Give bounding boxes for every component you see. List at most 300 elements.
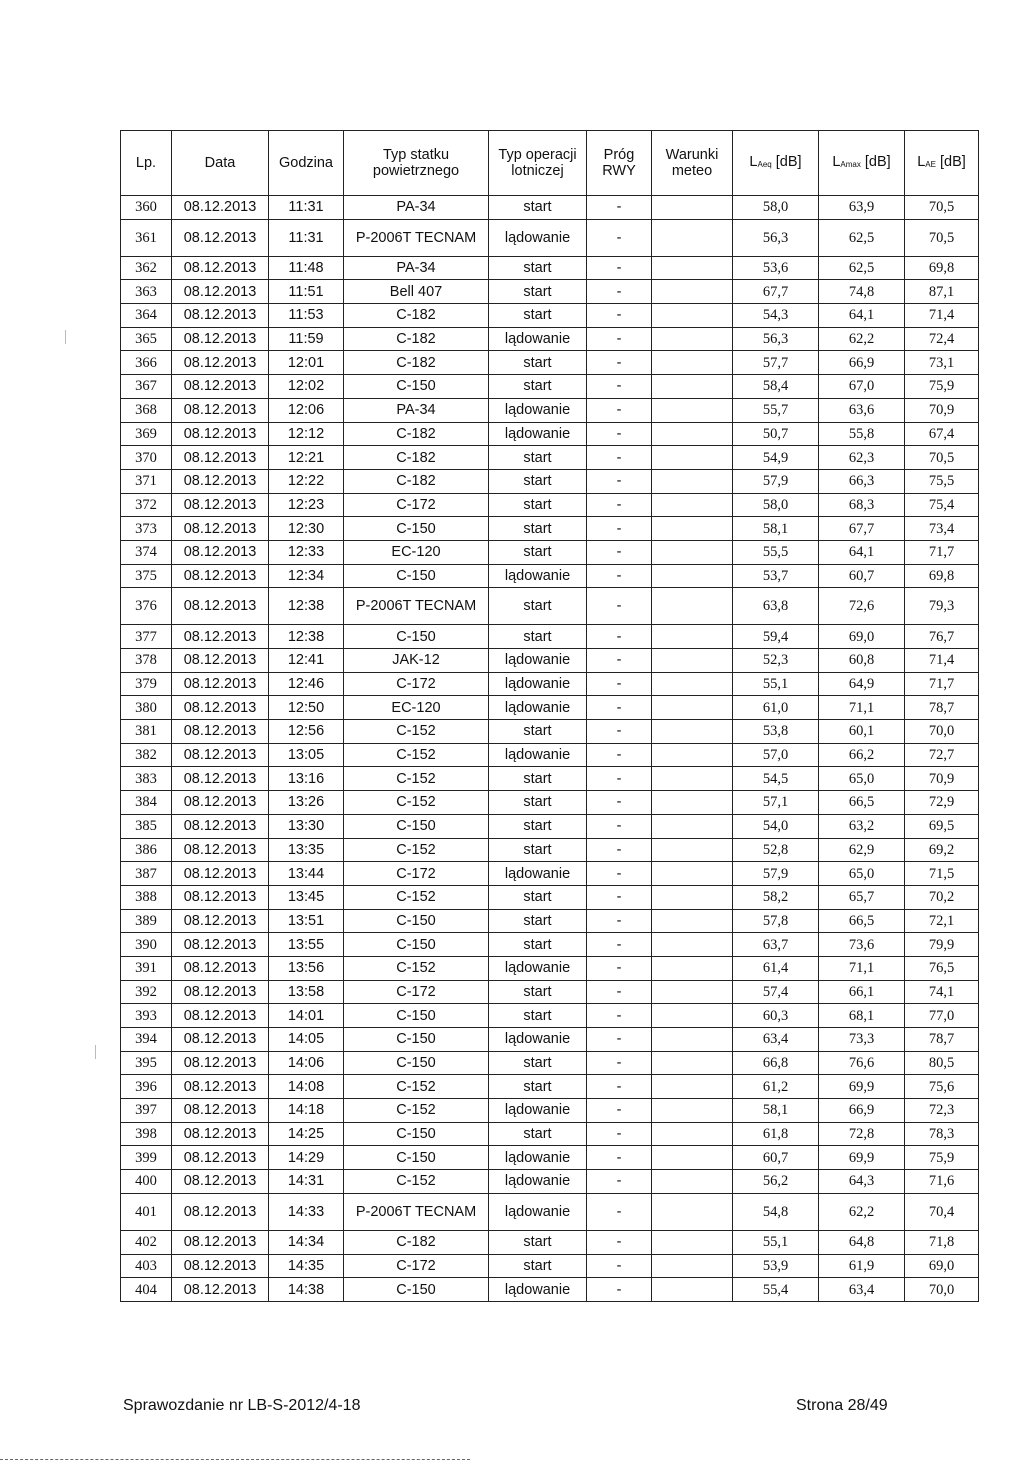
cell-runway-threshold: - <box>587 564 652 588</box>
cell-runway-threshold: - <box>587 1278 652 1302</box>
cell-lae: 69,8 <box>905 256 979 280</box>
header-weather: Warunki meteo <box>652 131 733 196</box>
table-row <box>121 280 979 304</box>
cell-lamax: 66,1 <box>819 980 905 1004</box>
cell-lae: 75,9 <box>905 1146 979 1170</box>
cell-aircraft-type: C-152 <box>344 720 489 744</box>
table-row <box>121 838 979 862</box>
cell-lamax: 62,3 <box>819 446 905 470</box>
cell-weather <box>652 767 733 791</box>
cell-aircraft-type: C-152 <box>344 1170 489 1194</box>
cell-operation-type: lądowanie <box>489 1028 587 1052</box>
cell-aircraft-type: C-150 <box>344 1122 489 1146</box>
cell-lae: 76,7 <box>905 625 979 649</box>
cell-aircraft-type: C-150 <box>344 564 489 588</box>
cell-time: 12:12 <box>269 422 344 446</box>
table-row <box>121 1122 979 1146</box>
cell-lamax: 62,2 <box>819 1193 905 1230</box>
cell-time: 12:23 <box>269 493 344 517</box>
header-laeq-unit: [dB] <box>771 153 802 170</box>
cell-laeq: 58,1 <box>733 1099 819 1123</box>
cell-operation-type: start <box>489 493 587 517</box>
cell-lae: 78,7 <box>905 696 979 720</box>
cell-runway-threshold: - <box>587 327 652 351</box>
header-runway-threshold: Próg RWY <box>587 131 652 196</box>
cell-weather <box>652 540 733 564</box>
cell-lp: 388 <box>121 885 172 909</box>
header-lae-sub: AE <box>925 159 936 169</box>
cell-operation-type: lądowanie <box>489 956 587 980</box>
cell-weather <box>652 517 733 541</box>
cell-laeq: 55,5 <box>733 540 819 564</box>
cell-date: 08.12.2013 <box>172 1075 269 1099</box>
cell-aircraft-type: P-2006T TECNAM <box>344 588 489 625</box>
table-row <box>121 909 979 933</box>
cell-lae: 78,3 <box>905 1122 979 1146</box>
cell-time: 12:38 <box>269 588 344 625</box>
cell-time: 14:33 <box>269 1193 344 1230</box>
cell-laeq: 57,9 <box>733 862 819 886</box>
cell-lae: 71,4 <box>905 304 979 328</box>
cell-weather <box>652 1230 733 1254</box>
cell-lamax: 65,7 <box>819 885 905 909</box>
cell-lp: 364 <box>121 304 172 328</box>
cell-lamax: 62,5 <box>819 219 905 256</box>
cell-lamax: 73,3 <box>819 1028 905 1052</box>
cell-laeq: 61,8 <box>733 1122 819 1146</box>
cell-laeq: 67,7 <box>733 280 819 304</box>
cell-date: 08.12.2013 <box>172 256 269 280</box>
cell-laeq: 60,3 <box>733 1004 819 1028</box>
table-row <box>121 1028 979 1052</box>
cell-laeq: 61,2 <box>733 1075 819 1099</box>
cell-laeq: 54,8 <box>733 1193 819 1230</box>
header-lae <box>905 131 979 196</box>
cell-date: 08.12.2013 <box>172 625 269 649</box>
cell-runway-threshold: - <box>587 1099 652 1123</box>
cell-runway-threshold: - <box>587 1004 652 1028</box>
cell-date: 08.12.2013 <box>172 422 269 446</box>
cell-lp: 384 <box>121 791 172 815</box>
cell-lamax: 64,8 <box>819 1230 905 1254</box>
cell-time: 13:35 <box>269 838 344 862</box>
cell-runway-threshold: - <box>587 1051 652 1075</box>
cell-operation-type: lądowanie <box>489 422 587 446</box>
cell-laeq: 63,7 <box>733 933 819 957</box>
table-row <box>121 1254 979 1278</box>
cell-date: 08.12.2013 <box>172 672 269 696</box>
cell-runway-threshold: - <box>587 1170 652 1194</box>
cell-runway-threshold: - <box>587 588 652 625</box>
cell-laeq: 54,9 <box>733 446 819 470</box>
cell-lamax: 69,0 <box>819 625 905 649</box>
cell-date: 08.12.2013 <box>172 564 269 588</box>
header-aircraft-type: Typ statku powietrznego <box>344 131 489 196</box>
cell-runway-threshold: - <box>587 196 652 220</box>
cell-lamax: 64,9 <box>819 672 905 696</box>
cell-lamax: 63,9 <box>819 196 905 220</box>
cell-lamax: 72,8 <box>819 1122 905 1146</box>
cell-operation-type: lądowanie <box>489 1146 587 1170</box>
table-row <box>121 862 979 886</box>
report-number: Sprawozdanie nr LB-S-2012/4-18 <box>123 1397 361 1414</box>
cell-lae: 75,6 <box>905 1075 979 1099</box>
cell-runway-threshold: - <box>587 304 652 328</box>
cell-laeq: 53,7 <box>733 564 819 588</box>
cell-time: 14:38 <box>269 1278 344 1302</box>
table-row <box>121 1099 979 1123</box>
cell-time: 14:35 <box>269 1254 344 1278</box>
cell-aircraft-type: P-2006T TECNAM <box>344 1193 489 1230</box>
cell-weather <box>652 304 733 328</box>
cell-runway-threshold: - <box>587 649 652 673</box>
cell-time: 13:26 <box>269 791 344 815</box>
table-row <box>121 1193 979 1230</box>
table-row <box>121 696 979 720</box>
cell-lae: 69,5 <box>905 814 979 838</box>
cell-aircraft-type: C-150 <box>344 933 489 957</box>
table-row <box>121 1230 979 1254</box>
cell-weather <box>652 743 733 767</box>
cell-lae: 71,7 <box>905 540 979 564</box>
table-row <box>121 1051 979 1075</box>
cell-aircraft-type: C-172 <box>344 1254 489 1278</box>
cell-date: 08.12.2013 <box>172 649 269 673</box>
cell-lamax: 67,0 <box>819 375 905 399</box>
cell-operation-type: start <box>489 1051 587 1075</box>
cell-date: 08.12.2013 <box>172 493 269 517</box>
header-operation-type: Typ operacji lotniczej <box>489 131 587 196</box>
cell-runway-threshold: - <box>587 767 652 791</box>
cell-date: 08.12.2013 <box>172 304 269 328</box>
table-row <box>121 1146 979 1170</box>
cell-weather <box>652 791 733 815</box>
cell-aircraft-type: Bell 407 <box>344 280 489 304</box>
table-row <box>121 791 979 815</box>
cell-lae: 72,3 <box>905 1099 979 1123</box>
cell-weather <box>652 625 733 649</box>
cell-operation-type: start <box>489 838 587 862</box>
cell-laeq: 54,3 <box>733 304 819 328</box>
cell-operation-type: start <box>489 256 587 280</box>
cell-lae: 79,3 <box>905 588 979 625</box>
cell-date: 08.12.2013 <box>172 862 269 886</box>
cell-lae: 72,7 <box>905 743 979 767</box>
cell-aircraft-type: C-152 <box>344 1075 489 1099</box>
scan-mark <box>95 1045 96 1059</box>
cell-weather <box>652 1075 733 1099</box>
cell-lae: 77,0 <box>905 1004 979 1028</box>
cell-lp: 396 <box>121 1075 172 1099</box>
cell-laeq: 61,4 <box>733 956 819 980</box>
cell-lp: 392 <box>121 980 172 1004</box>
cell-weather <box>652 1099 733 1123</box>
cell-date: 08.12.2013 <box>172 351 269 375</box>
cell-weather <box>652 1146 733 1170</box>
cell-lp: 360 <box>121 196 172 220</box>
cell-weather <box>652 1254 733 1278</box>
table-body <box>121 196 979 1302</box>
cell-operation-type: lądowanie <box>489 862 587 886</box>
cell-laeq: 57,8 <box>733 909 819 933</box>
cell-aircraft-type: C-150 <box>344 517 489 541</box>
cell-date: 08.12.2013 <box>172 588 269 625</box>
cell-operation-type: lądowanie <box>489 564 587 588</box>
cell-operation-type: start <box>489 540 587 564</box>
cell-lamax: 63,6 <box>819 398 905 422</box>
cell-runway-threshold: - <box>587 720 652 744</box>
cell-operation-type: start <box>489 469 587 493</box>
cell-runway-threshold: - <box>587 1122 652 1146</box>
cell-lae: 79,9 <box>905 933 979 957</box>
cell-lae: 73,1 <box>905 351 979 375</box>
cell-runway-threshold: - <box>587 1028 652 1052</box>
cell-lae: 74,1 <box>905 980 979 1004</box>
cell-time: 12:01 <box>269 351 344 375</box>
cell-operation-type: lądowanie <box>489 1193 587 1230</box>
cell-runway-threshold: - <box>587 956 652 980</box>
cell-aircraft-type: C-182 <box>344 327 489 351</box>
cell-date: 08.12.2013 <box>172 280 269 304</box>
cell-lp: 404 <box>121 1278 172 1302</box>
cell-date: 08.12.2013 <box>172 838 269 862</box>
cell-laeq: 66,8 <box>733 1051 819 1075</box>
table-row <box>121 720 979 744</box>
cell-time: 13:55 <box>269 933 344 957</box>
cell-time: 13:45 <box>269 885 344 909</box>
cell-time: 12:46 <box>269 672 344 696</box>
cell-lp: 397 <box>121 1099 172 1123</box>
cell-runway-threshold: - <box>587 1254 652 1278</box>
cell-operation-type: start <box>489 588 587 625</box>
cell-date: 08.12.2013 <box>172 956 269 980</box>
cell-weather <box>652 696 733 720</box>
cell-runway-threshold: - <box>587 1146 652 1170</box>
cell-date: 08.12.2013 <box>172 1193 269 1230</box>
cell-lae: 76,5 <box>905 956 979 980</box>
cell-operation-type: start <box>489 1254 587 1278</box>
cell-runway-threshold: - <box>587 625 652 649</box>
cell-lamax: 66,2 <box>819 743 905 767</box>
cell-operation-type: start <box>489 517 587 541</box>
cell-time: 14:29 <box>269 1146 344 1170</box>
cell-lp: 383 <box>121 767 172 791</box>
cell-time: 13:44 <box>269 862 344 886</box>
cell-laeq: 53,8 <box>733 720 819 744</box>
cell-lae: 75,5 <box>905 469 979 493</box>
header-lae-main: L <box>917 153 926 170</box>
page-number: Strona 28/49 <box>796 1397 888 1414</box>
cell-lae: 70,5 <box>905 196 979 220</box>
table-row <box>121 398 979 422</box>
table-row <box>121 517 979 541</box>
cell-laeq: 55,1 <box>733 672 819 696</box>
cell-lp: 374 <box>121 540 172 564</box>
cell-lp: 362 <box>121 256 172 280</box>
cell-weather <box>652 720 733 744</box>
cell-weather <box>652 1278 733 1302</box>
cell-lae: 70,4 <box>905 1193 979 1230</box>
cell-laeq: 63,4 <box>733 1028 819 1052</box>
cell-lae: 70,5 <box>905 219 979 256</box>
table-row <box>121 469 979 493</box>
cell-operation-type: lądowanie <box>489 696 587 720</box>
cell-operation-type: lądowanie <box>489 649 587 673</box>
cell-operation-type: start <box>489 1075 587 1099</box>
cell-aircraft-type: EC-120 <box>344 540 489 564</box>
table-row <box>121 1004 979 1028</box>
cell-date: 08.12.2013 <box>172 1051 269 1075</box>
cell-lamax: 63,2 <box>819 814 905 838</box>
cell-lp: 366 <box>121 351 172 375</box>
cell-time: 13:56 <box>269 956 344 980</box>
cell-lamax: 69,9 <box>819 1146 905 1170</box>
cell-lp: 378 <box>121 649 172 673</box>
cell-lp: 375 <box>121 564 172 588</box>
cell-date: 08.12.2013 <box>172 814 269 838</box>
cell-weather <box>652 469 733 493</box>
cell-weather <box>652 1004 733 1028</box>
cell-lp: 399 <box>121 1146 172 1170</box>
cell-lamax: 76,6 <box>819 1051 905 1075</box>
cell-runway-threshold: - <box>587 1230 652 1254</box>
cell-lamax: 62,9 <box>819 838 905 862</box>
cell-date: 08.12.2013 <box>172 1254 269 1278</box>
cell-aircraft-type: C-182 <box>344 469 489 493</box>
cell-time: 12:50 <box>269 696 344 720</box>
cell-lamax: 69,9 <box>819 1075 905 1099</box>
cell-runway-threshold: - <box>587 398 652 422</box>
table-row <box>121 885 979 909</box>
header-time: Godzina <box>269 131 344 196</box>
cell-lamax: 60,7 <box>819 564 905 588</box>
cell-laeq: 63,8 <box>733 588 819 625</box>
table-row <box>121 767 979 791</box>
cell-operation-type: lądowanie <box>489 672 587 696</box>
cell-aircraft-type: C-172 <box>344 862 489 886</box>
table-row <box>121 625 979 649</box>
cell-date: 08.12.2013 <box>172 909 269 933</box>
cell-operation-type: lądowanie <box>489 398 587 422</box>
cell-time: 11:59 <box>269 327 344 351</box>
cell-laeq: 58,4 <box>733 375 819 399</box>
header-laeq <box>733 131 819 196</box>
cell-weather <box>652 862 733 886</box>
cell-operation-type: lądowanie <box>489 1278 587 1302</box>
cell-laeq: 55,7 <box>733 398 819 422</box>
table-row <box>121 351 979 375</box>
cell-lp: 371 <box>121 469 172 493</box>
table-row <box>121 564 979 588</box>
cell-lae: 70,9 <box>905 767 979 791</box>
cell-operation-type: lądowanie <box>489 1099 587 1123</box>
cell-date: 08.12.2013 <box>172 933 269 957</box>
cell-lp: 379 <box>121 672 172 696</box>
cell-aircraft-type: C-150 <box>344 814 489 838</box>
cell-lp: 402 <box>121 1230 172 1254</box>
table-row <box>121 422 979 446</box>
cell-time: 14:01 <box>269 1004 344 1028</box>
cell-runway-threshold: - <box>587 933 652 957</box>
cell-aircraft-type: EC-120 <box>344 696 489 720</box>
header-laeq-main: L <box>749 153 758 170</box>
header-laeq-sub: Aeq <box>757 159 772 169</box>
cell-laeq: 54,0 <box>733 814 819 838</box>
cell-date: 08.12.2013 <box>172 1004 269 1028</box>
cell-lamax: 62,5 <box>819 256 905 280</box>
cell-date: 08.12.2013 <box>172 696 269 720</box>
cell-weather <box>652 885 733 909</box>
cell-runway-threshold: - <box>587 980 652 1004</box>
cell-operation-type: start <box>489 885 587 909</box>
cell-laeq: 56,2 <box>733 1170 819 1194</box>
cell-aircraft-type: C-182 <box>344 1230 489 1254</box>
cell-weather <box>652 446 733 470</box>
cell-weather <box>652 219 733 256</box>
cell-laeq: 59,4 <box>733 625 819 649</box>
cell-aircraft-type: C-152 <box>344 956 489 980</box>
cell-operation-type: start <box>489 625 587 649</box>
cell-laeq: 57,9 <box>733 469 819 493</box>
cell-aircraft-type: C-152 <box>344 838 489 862</box>
cell-lae: 80,5 <box>905 1051 979 1075</box>
cell-lae: 69,8 <box>905 564 979 588</box>
cell-weather <box>652 814 733 838</box>
cell-weather <box>652 909 733 933</box>
cell-lp: 376 <box>121 588 172 625</box>
cell-lamax: 68,1 <box>819 1004 905 1028</box>
cell-operation-type: start <box>489 1004 587 1028</box>
cell-lae: 70,0 <box>905 1278 979 1302</box>
cell-laeq: 57,0 <box>733 743 819 767</box>
cell-lamax: 64,1 <box>819 304 905 328</box>
cell-lp: 381 <box>121 720 172 744</box>
cell-runway-threshold: - <box>587 375 652 399</box>
cell-lamax: 72,6 <box>819 588 905 625</box>
cell-time: 12:38 <box>269 625 344 649</box>
cell-time: 12:33 <box>269 540 344 564</box>
cell-time: 12:22 <box>269 469 344 493</box>
cell-lp: 370 <box>121 446 172 470</box>
cell-lp: 395 <box>121 1051 172 1075</box>
header-lae-unit: [dB] <box>935 153 966 170</box>
cell-date: 08.12.2013 <box>172 196 269 220</box>
cell-lp: 390 <box>121 933 172 957</box>
cell-lamax: 60,8 <box>819 649 905 673</box>
cell-time: 13:05 <box>269 743 344 767</box>
cell-time: 12:21 <box>269 446 344 470</box>
cell-weather <box>652 398 733 422</box>
cell-lae: 70,5 <box>905 446 979 470</box>
cell-time: 11:53 <box>269 304 344 328</box>
cell-laeq: 50,7 <box>733 422 819 446</box>
cell-aircraft-type: C-150 <box>344 1028 489 1052</box>
cell-operation-type: lądowanie <box>489 1170 587 1194</box>
cell-aircraft-type: PA-34 <box>344 256 489 280</box>
cell-runway-threshold: - <box>587 540 652 564</box>
cell-lp: 389 <box>121 909 172 933</box>
cell-lae: 70,2 <box>905 885 979 909</box>
header-lp: Lp. <box>121 131 172 196</box>
cell-lae: 87,1 <box>905 280 979 304</box>
cell-runway-threshold: - <box>587 422 652 446</box>
cell-runway-threshold: - <box>587 256 652 280</box>
cell-weather <box>652 327 733 351</box>
cell-lp: 391 <box>121 956 172 980</box>
cell-lamax: 66,9 <box>819 1099 905 1123</box>
cell-date: 08.12.2013 <box>172 743 269 767</box>
cell-aircraft-type: C-150 <box>344 625 489 649</box>
